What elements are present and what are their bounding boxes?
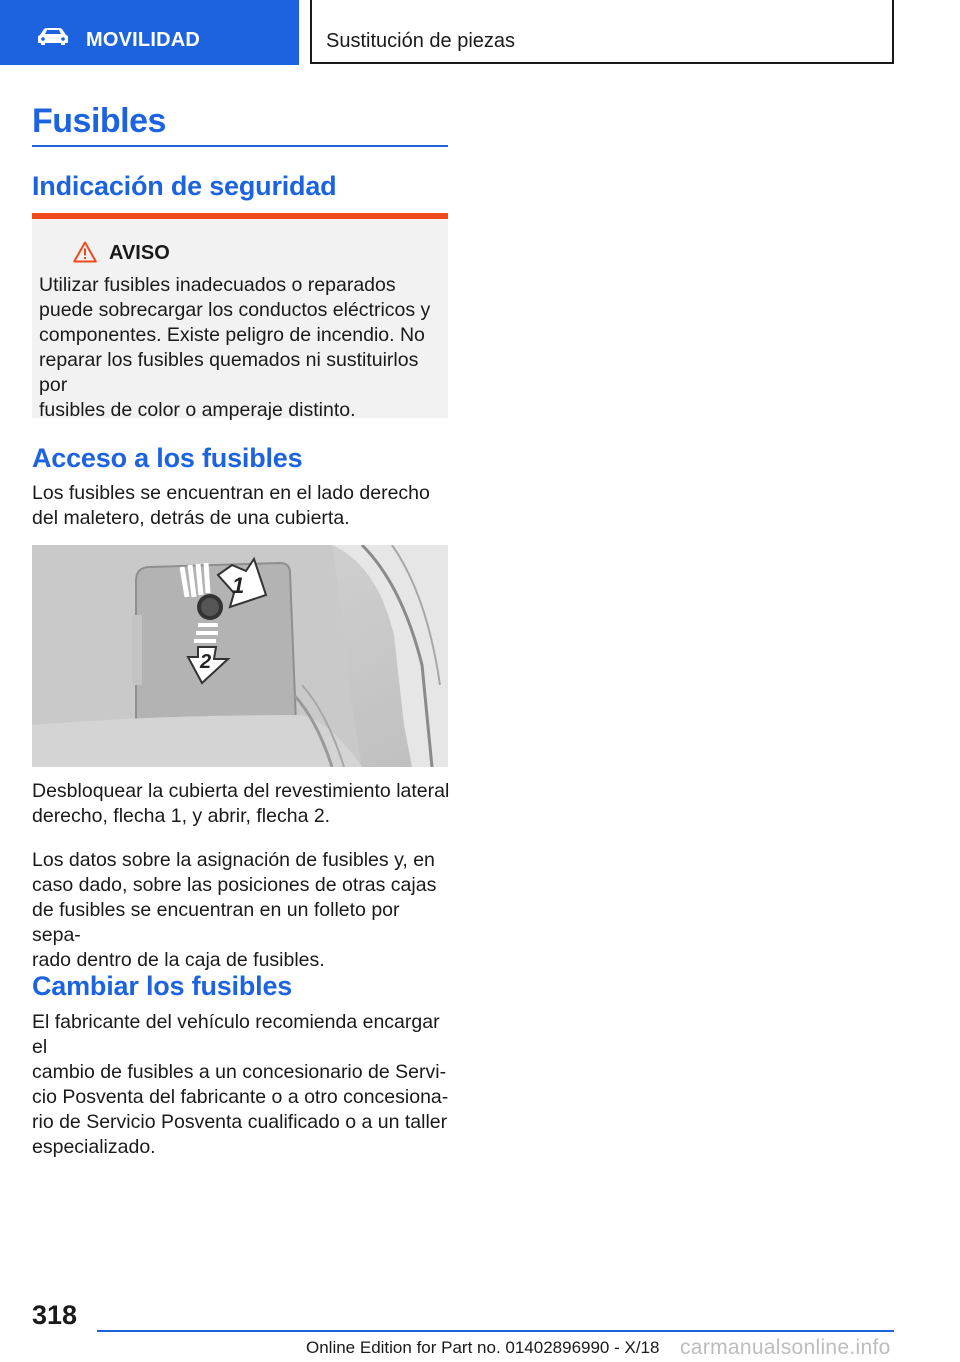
page-title: Fusibles bbox=[32, 102, 166, 140]
arrow-1-label: 1 bbox=[232, 573, 245, 598]
body-line: caso dado, sobre las posiciones de otras cajas bbox=[32, 874, 437, 896]
warning-line: Utilizar fusibles inadecuados o reparados bbox=[39, 274, 396, 296]
figure-caption bbox=[32, 779, 450, 829]
section-label: MOVILIDAD bbox=[86, 29, 201, 51]
body-line: Los datos sobre la asignación de fusibles y, en bbox=[32, 849, 435, 871]
warning-box bbox=[32, 213, 448, 421]
warning-line: fusibles de color o amperaje distinto. bbox=[39, 399, 356, 421]
body-line: cambio de fusibles a un concesionario de Servi- bbox=[32, 1061, 447, 1083]
body-line: rio de Servicio Posventa cualificado o a un taller bbox=[32, 1111, 448, 1133]
watermark-text: carmanualsonline.info bbox=[680, 1336, 891, 1359]
access-intro bbox=[32, 481, 450, 531]
body-line: especializado. bbox=[32, 1136, 156, 1158]
warning-label: AVISO bbox=[109, 242, 170, 264]
car-icon bbox=[36, 26, 70, 46]
body-line: Los fusibles se encuentran en el lado derecho bbox=[32, 482, 430, 504]
chapter-tab[interactable] bbox=[310, 0, 894, 64]
chapter-label: Sustitución de piezas bbox=[326, 30, 516, 52]
warning-accent-bar bbox=[32, 213, 448, 219]
arrow-2-label: 2 bbox=[200, 651, 212, 673]
body-line: cio Posventa del fabricante o a otro concesiona- bbox=[32, 1086, 449, 1108]
body-line: El fabricante del vehículo recomienda encargar el bbox=[32, 1011, 440, 1058]
change-text bbox=[32, 1010, 450, 1160]
safety-heading: Indicación de seguridad bbox=[32, 171, 337, 201]
title-divider bbox=[32, 145, 448, 147]
warning-line: reparar los fusibles quemados ni sustituirlos por bbox=[39, 349, 419, 396]
change-heading: Cambiar los fusibles bbox=[32, 971, 293, 1001]
body-line: del maletero, detrás de una cubierta. bbox=[32, 507, 350, 529]
warning-triangle-icon bbox=[73, 241, 97, 263]
warning-line: puede sobrecargar los conductos eléctricos y bbox=[39, 299, 431, 321]
edition-text: Online Edition for Part no. 01402896990 - X/18 bbox=[306, 1338, 660, 1357]
section-tab[interactable] bbox=[0, 0, 299, 65]
body-line: rado dentro de la caja de fusibles. bbox=[32, 949, 325, 971]
fuse-cover-illustration bbox=[32, 545, 448, 767]
body-line: de fusibles se encuentran en un folleto por sepa- bbox=[32, 899, 400, 946]
warning-text bbox=[39, 273, 444, 423]
access-detail bbox=[32, 848, 450, 973]
body-line: derecho, flecha 1, y abrir, flecha 2. bbox=[32, 805, 331, 827]
page-number: 318 bbox=[32, 1300, 78, 1330]
warning-line: componentes. Existe peligro de incendio. No bbox=[39, 324, 425, 346]
access-heading: Acceso a los fusibles bbox=[32, 443, 303, 473]
fuse-cover-photo bbox=[32, 545, 448, 767]
footer-divider bbox=[97, 1330, 894, 1332]
body-line: Desbloquear la cubierta del revestimiento lateral bbox=[32, 780, 450, 802]
